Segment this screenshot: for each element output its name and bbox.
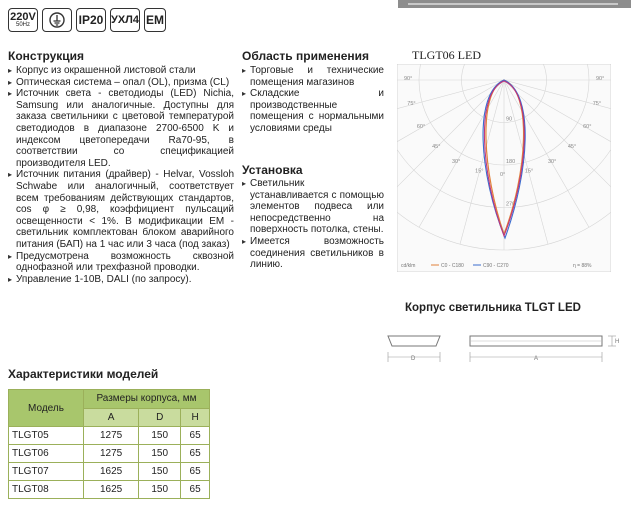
installation-title: Установка: [242, 163, 303, 177]
polar-legend-c0: C0 - C180: [441, 263, 464, 269]
polar-angle-label: 30°: [548, 159, 557, 166]
col-a-header: A: [84, 408, 139, 427]
polar-legend-c90: C90 - C270: [483, 263, 509, 269]
polar-angle-label: 90°: [596, 76, 605, 82]
voltage-badge: [8, 8, 38, 32]
table-row: [9, 445, 210, 463]
construction-list: [8, 65, 234, 285]
cell-h: 65: [181, 445, 210, 463]
cell-a: 1275: [84, 427, 139, 445]
list-item: ▸ Светильник устанавливается с помощью элементов подвеса или непосредственно на поверхность потолка, стены.: [242, 178, 384, 236]
polar-angle-label: 15°: [524, 168, 534, 175]
freq-value: 50Hz: [15, 21, 30, 28]
voltage-value: 220V: [10, 10, 36, 23]
list-item: ▸ Оптическая система – опал (OL), призма (CL): [8, 77, 234, 89]
cell-h: 65: [181, 463, 210, 481]
polar-ring-label: 270: [506, 201, 516, 208]
models-table: [8, 389, 210, 499]
cell-a: 1625: [84, 481, 139, 499]
polar-angle-label: 45°: [432, 143, 441, 150]
table-row: [9, 463, 210, 481]
list-item: ▸ Имеется возможность соединения светильников в линию.: [242, 236, 384, 271]
cell-model: TLGT07: [9, 463, 84, 481]
cell-d: 150: [139, 463, 181, 481]
polar-angle-label: 60°: [583, 124, 592, 130]
polar-title: TLGT06 LED: [412, 48, 481, 62]
ip-badge: IP20: [76, 8, 106, 32]
polar-legend-right: η = 88%: [573, 263, 592, 269]
polar-angle-label: 90°: [404, 76, 413, 82]
list-item: ▸ Складские и производственные помещения с нормальными условиями среды: [242, 88, 384, 134]
polar-angle-label: 45°: [567, 143, 577, 150]
application-title: Область применения: [242, 49, 370, 63]
table-row: [9, 481, 210, 499]
polar-angle-label: 75°: [592, 100, 602, 107]
climate-badge: УХЛ4: [110, 8, 140, 32]
list-item: ▸ Источник света - светодиоды (LED) Nichia, Samsung или аналогичные. Доступны для заказа светильники с цветовой температурой светодиодов в диапазоне 2700-6500 K и индексом цветопередачи Ra70-95, в соответствии со спецификацией производителя LED.: [8, 88, 234, 169]
polar-angle-label: 15°: [475, 168, 484, 175]
protection-class-icon: [42, 8, 72, 32]
housing-drawing: [380, 322, 625, 367]
col-d-header: D: [139, 408, 181, 427]
installation-list: [242, 178, 384, 271]
cell-d: 150: [139, 445, 181, 463]
application-list: [242, 65, 384, 135]
polar-angle-label: 75°: [407, 100, 416, 107]
col-model-header: Модель: [9, 390, 84, 427]
cell-a: 1625: [84, 463, 139, 481]
housing-label-h: H: [615, 339, 620, 345]
cell-d: 150: [139, 481, 181, 499]
list-item: ▸ Управление 1-10В, DALI (по запросу).: [8, 274, 234, 286]
models-title: Характеристики моделей: [8, 367, 159, 381]
polar-ring-label: 90: [506, 116, 513, 123]
cell-h: 65: [181, 481, 210, 499]
cell-model: TLGT05: [9, 427, 84, 445]
cell-a: 1275: [84, 445, 139, 463]
polar-light-distribution-diagram: [397, 64, 611, 272]
col-dims-header: Размеры корпуса, мм: [84, 390, 210, 409]
polar-angle-label: 0°: [500, 172, 506, 178]
polar-angle-label: 30°: [452, 159, 461, 166]
list-item: ▸ Предусмотрена возможность сквозной однофазной или трехфазной проводки.: [8, 251, 234, 274]
list-item: ▸ Корпус из окрашенной листовой стали: [8, 65, 234, 77]
polar-ring-label: 180: [506, 159, 516, 165]
polar-legend-left: cd/klm: [401, 263, 416, 269]
cell-d: 150: [139, 427, 181, 445]
housing-title: Корпус светильника TLGT LED: [405, 302, 581, 314]
em-badge: EM: [144, 8, 166, 32]
construction-title: Конструкция: [8, 49, 85, 63]
cell-model: TLGT06: [9, 445, 84, 463]
cell-h: 65: [181, 427, 210, 445]
housing-label-d: D: [411, 356, 416, 362]
housing-label-a: A: [534, 356, 539, 362]
cell-model: TLGT08: [9, 481, 84, 499]
table-row: [9, 427, 210, 445]
col-h-header: H: [181, 408, 210, 427]
polar-angle-label: 60°: [416, 124, 426, 130]
list-item: ▸ Источник питания (драйвер) - Helvar, Vossloh Schwabe или аналогичный, соответствует всем требованиям действующих стандартов, cos φ ≥ 0,98, коэффициент пульсаций освещенности < 1%. В модификации EM - светильник комплектован блоком аварийного питания (БАП) на 1 час или 3 часа (под заказ): [8, 169, 234, 250]
product-photo-strip: [398, 0, 631, 8]
list-item: ▸ Торговые и технические помещения магазинов: [242, 65, 384, 88]
